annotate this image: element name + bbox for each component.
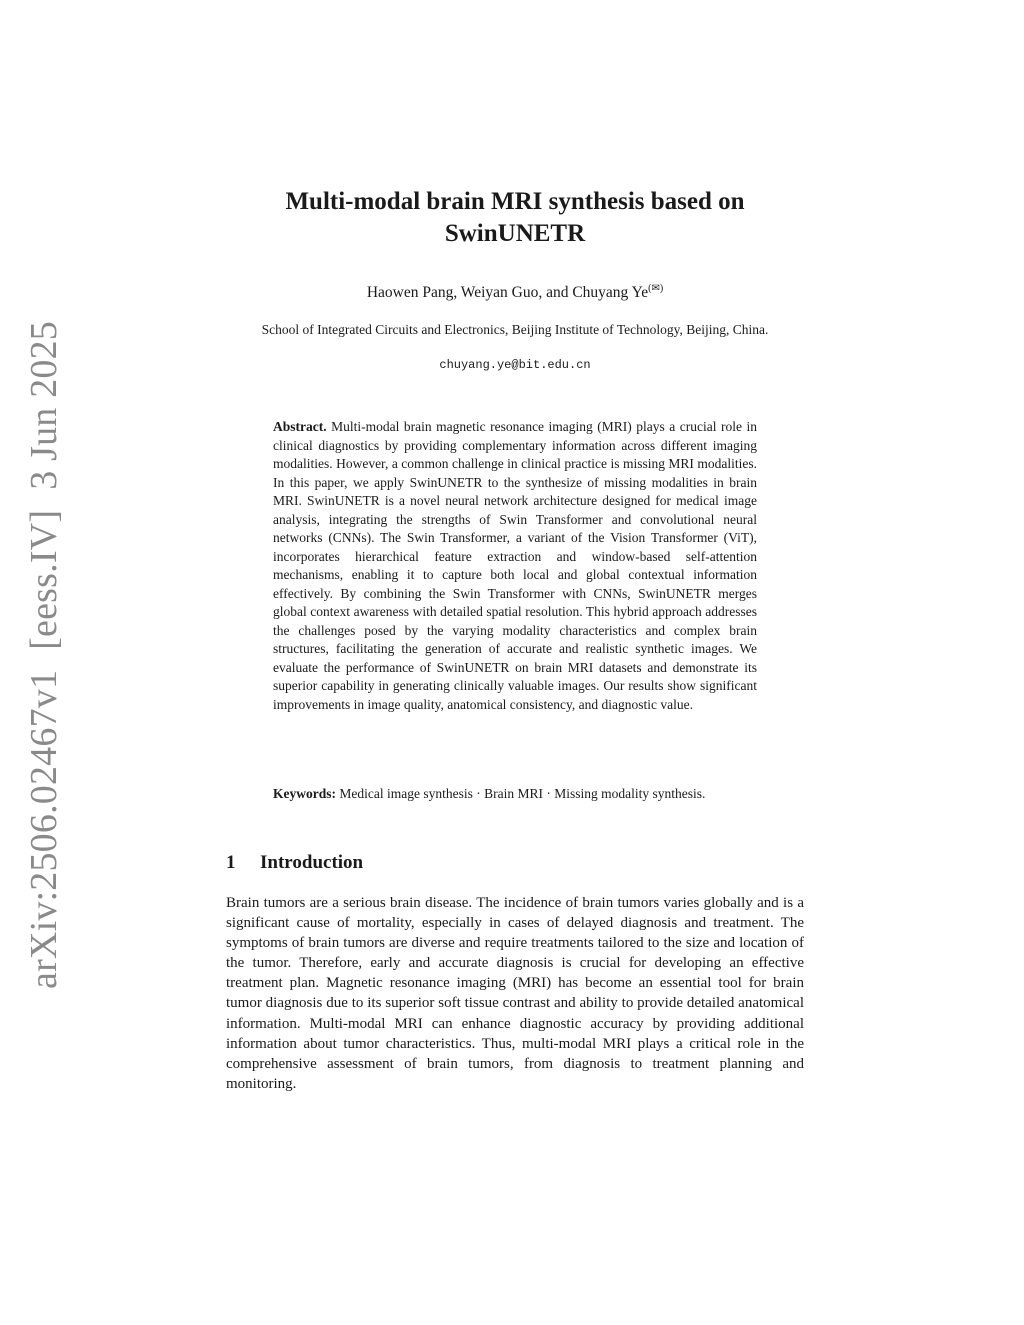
abstract: [273, 418, 757, 714]
author-email: chuyang.ye@bit.edu.cn: [439, 358, 591, 372]
corresponding-author-mark: (✉): [648, 283, 664, 294]
arxiv-side-stamp: [22, 321, 66, 989]
keywords-text: Medical image synthesis · Brain MRI · Missing modality synthesis.: [339, 786, 706, 801]
keywords: [273, 785, 757, 804]
arxiv-date: 3 Jun 2025: [23, 321, 65, 490]
abstract-label: Abstract.: [273, 419, 327, 434]
section-title: Introduction: [260, 852, 364, 873]
arxiv-category: [eess.IV]: [23, 509, 65, 650]
arxiv-id: arXiv:2506.02467v1: [23, 669, 65, 989]
introduction-paragraph: Brain tumors are a serious brain disease. The incidence of brain tumors varies globally and is a significant cause of mortality, especially in cases of delayed diagnosis and treatment. The symptoms of brain tumors are diverse and require treatments tailored to the size and location of the tumor. Therefore, early and accurate diagnosis is crucial for developing an effective treatment plan. Magnetic resonance imaging (MRI) has become an essential tool for brain tumor diagnosis due to its superior soft tissue contrast and ability to provide detailed anatomical information. Multi-modal MRI can enhance diagnostic accuracy by providing additional information about tumor characteristics. Thus, multi-modal MRI plays a critical role in the comprehensive assessment of brain tumors, from diagnosis to treatment planning and monitoring.: [226, 895, 804, 1092]
section-number: 1: [226, 852, 236, 873]
keywords-label: Keywords:: [273, 786, 336, 801]
section-heading-introduction: [226, 852, 363, 874]
paper-title: Multi-modal brain MRI synthesis based on SwinUNETR: [285, 188, 745, 247]
abstract-text: Multi-modal brain magnetic resonance imaging (MRI) plays a crucial role in clinical diagnostics by providing complementary information across different imaging modalities. However, a common challenge in clinical practice is missing MRI modalities. In this paper, we apply SwinUNETR to the synthesize of missing modalities in brain MRI. SwinUNETR is a novel neural network architecture designed for medical image analysis, integrating the strengths of Swin Transformer and convolutional neural networks (CNNs). The Swin Transformer, a variant of the Vision Transformer (ViT), incorporates hierarchical feature extraction and window-based self-attention mechanisms, enabling it to capture both local and global contextual information effectively. By combining the Swin Transformer with CNNs, SwinUNETR merges global context awareness with detailed spatial resolution. This hybrid approach addresses the challenges posed by the varying modality characteristics and complex brain structures, facilitating the generation of accurate and realistic synthetic images. We evaluate the performance of SwinUNETR on brain MRI datasets and demonstrate its superior capability in generating clinically valuable images. Our results show significant improvements in image quality, anatomical consistency, and diagnostic value.: [273, 419, 757, 712]
authors-names: Haowen Pang, Weiyan Guo, and Chuyang Ye: [366, 284, 649, 302]
author-list: [226, 283, 804, 302]
affiliation: School of Integrated Circuits and Electronics, Beijing Institute of Technology, Beijing, China.: [261, 322, 769, 337]
